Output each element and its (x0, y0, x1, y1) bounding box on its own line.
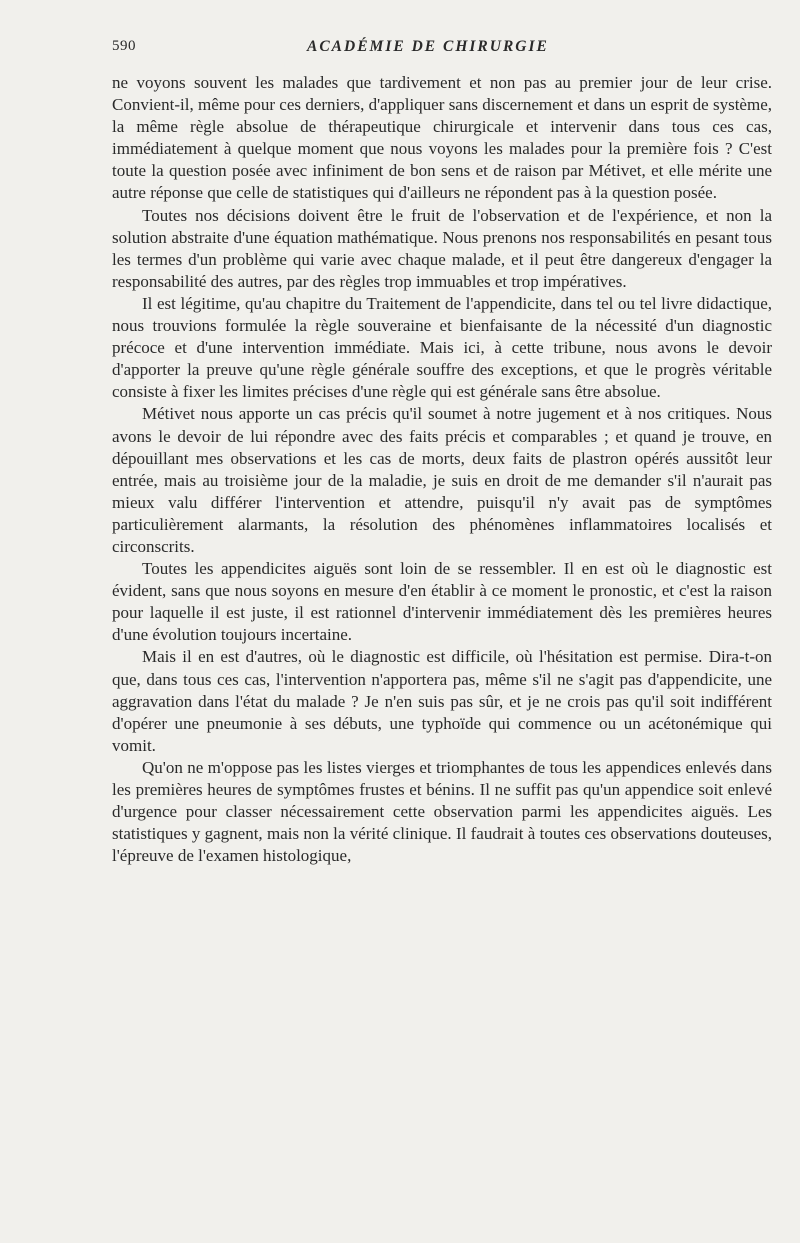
paragraph-3: Il est légitime, qu'au chapitre du Traitement de l'appendicite, dans tel ou tel livre didactique, nous trouvions formulée la règle souveraine et bienfaisante de la nécessité d'un diagnostic précoce et d'une intervention immédiate. Mais ici, à cette tribune, nous avons le devoir d'apporter la preuve qu'une règle générale souffre des exceptions, et que le progrès véritable consiste à fixer les limites précises d'une règle qui est générale sans être absolue. (112, 293, 772, 402)
paragraph-7: Qu'on ne m'oppose pas les listes vierges et triomphantes de tous les appendices enlevés dans les premières heures de symptômes frustes et bénins. Il ne suffit pas qu'un appendice soit enlevé d'urgence pour classer nécessairement cette observation parmi les appendicites aiguës. Les statistiques y gagnent, mais non la vérité clinique. Il faudrait à toutes ces observations douteuses, l'épreuve de l'examen histologique, (112, 757, 772, 866)
body-text (112, 72, 772, 867)
paragraph-5: Toutes les appendicites aiguës sont loin de se ressembler. Il en est où le diagnostic est évident, sans que nous soyons en mesure d'en établir à ce moment le pronostic, et c'est la raison pour laquelle il est juste, il est rationnel d'intervenir immédiatement dès les premières heures d'une évolution toujours incertaine. (112, 559, 772, 645)
page-number: 590 (112, 38, 136, 54)
paragraph-2: Toutes nos décisions doivent être le fruit de l'observation et de l'expérience, et non la solution abstraite d'une équation mathématique. Nous prenons nos responsabilités en pesant tous les termes d'un problème qui varie avec chaque malade, et il peut être dangereux d'engager la responsabilité des autres, par des règles trop immuables et trop impératives. (112, 205, 772, 291)
paragraph-1: ne voyons souvent les malades que tardivement et non pas au premier jour de leur crise. Convient-il, même pour ces derniers, d'appliquer sans discernement et dans un esprit de système, la même règle absolue de thérapeutique chirurgicale et intervenir dans tous ces cas, immédiatement à quelque moment que nous voyons les malades pour la première fois ? C'est toute la question posée avec infiniment de bon sens et de raison par Métivet, et elle mérite une autre réponse que celle de statistiques qui d'ailleurs ne répondent pas à la question posée. (112, 73, 772, 203)
page-header (112, 36, 772, 66)
running-title: ACADÉMIE DE CHIRURGIE (307, 38, 549, 55)
paragraph-4: Métivet nous apporte un cas précis qu'il soumet à notre jugement et à nos critiques. Nous avons le devoir de lui répondre avec des faits précis et comparables ; et quand je trouve, en dépouillant mes observations et les cas de morts, deux faits de plastron opérés aussitôt leur entrée, mais au troisième jour de la maladie, je suis en droit de me demander s'il n'aurait pas mieux valu différer l'intervention et attendre, puisqu'il n'y avait pas de symptômes particulièrement alarmants, la résolution des phénomènes inflammatoires localisés et circonscrits. (112, 404, 772, 556)
paragraph-6: Mais il en est d'autres, où le diagnostic est difficile, où l'hésitation est permise. Dira-t-on que, dans tous ces cas, l'intervention n'apportera pas, même s'il ne s'agit pas d'appendicite, une aggravation dans l'état du malade ? Je n'en suis pas sûr, et je ne crois pas qu'il soit indifférent d'opérer une pneumonie à ses débuts, une typhoïde qui commence ou un acétonémique qui vomit. (112, 647, 772, 755)
